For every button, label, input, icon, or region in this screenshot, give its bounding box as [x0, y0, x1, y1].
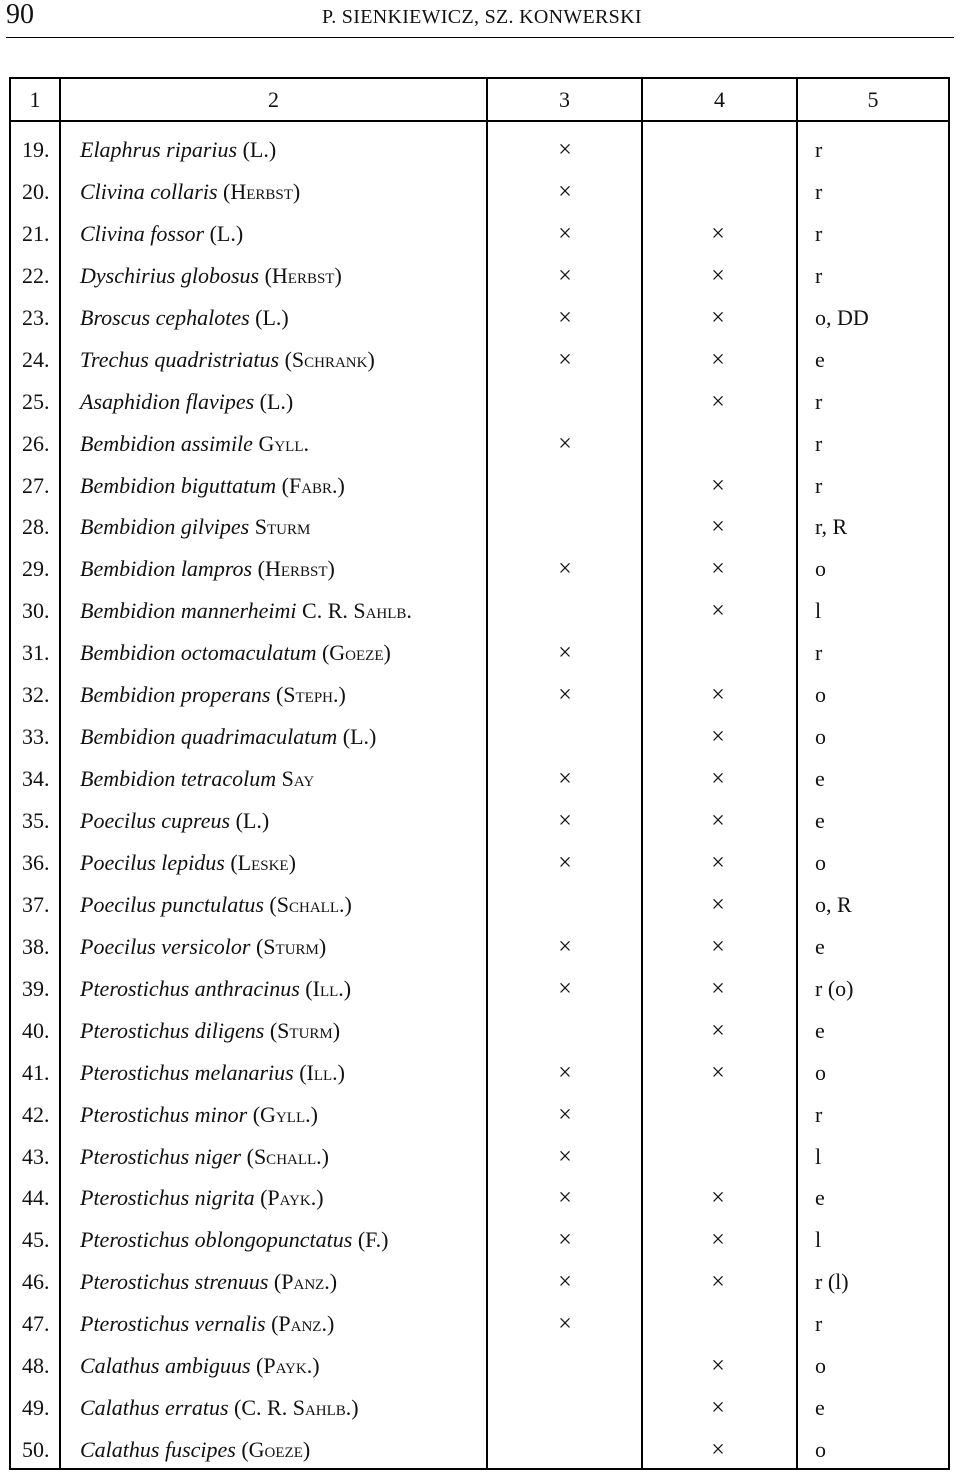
- species-name: [80, 1261, 337, 1303]
- row-number: 36.: [22, 849, 50, 875]
- table-row: [11, 1387, 948, 1429]
- species-genus: Poecilus versicolor: [80, 933, 251, 959]
- species-genus: Calathus erratus: [80, 1395, 229, 1421]
- row-number: 39.: [22, 975, 50, 1001]
- status-value: o: [815, 682, 826, 708]
- species-genus: Pterostichus strenuus: [80, 1269, 269, 1295]
- species-genus: Poecilus cupreus: [80, 808, 231, 833]
- species-author: (L.): [242, 137, 277, 162]
- presence-mark-col3: ×: [558, 346, 572, 373]
- species-genus: Bembidion properans: [80, 682, 271, 708]
- table-row: [11, 758, 948, 800]
- presence-mark-col4: ×: [711, 556, 725, 583]
- presence-mark-col4: ×: [711, 1269, 725, 1296]
- status-value: l: [815, 1143, 822, 1169]
- row-number: 47.: [22, 1311, 50, 1337]
- table-row: [11, 926, 948, 968]
- species-author: (Goeze): [241, 1437, 311, 1463]
- table-body: [11, 129, 948, 1471]
- species-author: Say: [281, 766, 315, 792]
- species-genus: Dyschirius globosus: [80, 262, 260, 288]
- presence-mark-col3: ×: [558, 556, 572, 583]
- row-number: 26.: [22, 430, 50, 456]
- row-number: 23.: [22, 304, 50, 330]
- header-row-divider: [11, 120, 948, 122]
- species-author: (Ill.): [299, 1059, 345, 1085]
- column-header-4: 4: [714, 87, 725, 112]
- species-author: (Panz.): [271, 1311, 335, 1337]
- species-genus: Poecilus lepidus: [80, 849, 225, 875]
- status-value: e: [815, 808, 825, 833]
- table-row: [11, 129, 948, 171]
- table-row: [11, 1052, 948, 1094]
- species-name: [80, 842, 296, 884]
- presence-mark-col4: ×: [711, 514, 725, 541]
- species-name: [80, 548, 335, 590]
- species-genus: Bembidion gilvipes: [80, 514, 250, 540]
- status-value: e: [815, 1395, 825, 1421]
- table-row: [11, 1177, 948, 1219]
- species-author: (Sturm): [269, 1017, 341, 1043]
- presence-mark-col3: ×: [558, 849, 572, 876]
- species-name: [80, 968, 351, 1010]
- species-author: (Fabr.): [281, 472, 345, 498]
- species-name: [80, 926, 326, 968]
- row-number: 28.: [22, 514, 50, 540]
- presence-mark-col3: ×: [558, 1059, 572, 1086]
- table-row: [11, 884, 948, 926]
- table-row: [11, 171, 948, 213]
- species-name: [80, 1429, 310, 1471]
- presence-mark-col4: ×: [711, 1059, 725, 1086]
- status-value: r: [815, 388, 823, 414]
- status-value: r (o): [815, 975, 854, 1001]
- species-author: (L.): [259, 388, 294, 414]
- presence-mark-col3: ×: [558, 808, 572, 834]
- status-value: r: [815, 1101, 823, 1127]
- species-author: (Schall.): [246, 1143, 330, 1169]
- page-number: 90: [6, 0, 34, 30]
- species-name: [80, 1136, 329, 1178]
- table-row: [11, 842, 948, 884]
- status-value: e: [815, 346, 825, 372]
- species-genus: Pterostichus minor: [80, 1101, 248, 1127]
- table-row: [11, 423, 948, 465]
- status-value: e: [815, 1185, 825, 1211]
- table-row: [11, 297, 948, 339]
- species-author: (Herbst): [257, 556, 335, 582]
- species-author: (Payk.): [260, 1185, 324, 1211]
- species-name: [80, 590, 412, 632]
- species-genus: Pterostichus anthracinus: [80, 975, 300, 1001]
- species-author: C. R. Sahlb.: [302, 598, 412, 624]
- species-genus: Pterostichus oblongopunctatus: [80, 1227, 353, 1253]
- species-author: (L.): [342, 724, 377, 750]
- status-value: o: [815, 556, 826, 582]
- row-number: 31.: [22, 640, 50, 666]
- presence-mark-col4: ×: [711, 1017, 725, 1044]
- presence-mark-col3: ×: [558, 1143, 572, 1170]
- presence-mark-col4: ×: [711, 388, 725, 415]
- species-name: [80, 1052, 345, 1094]
- species-author: (Leske): [230, 849, 296, 875]
- status-value: e: [815, 1017, 825, 1043]
- status-value: o: [815, 849, 826, 875]
- row-number: 27.: [22, 472, 50, 498]
- presence-mark-col4: ×: [711, 220, 725, 247]
- species-genus: Bembidion lampros: [80, 556, 253, 582]
- presence-mark-col3: ×: [558, 975, 572, 1002]
- table-row: [11, 339, 948, 381]
- species-genus: Bembidion quadrimaculatum: [80, 724, 338, 750]
- table-row: [11, 1219, 948, 1261]
- page-header: [0, 0, 960, 34]
- presence-mark-col3: ×: [558, 220, 572, 247]
- species-author: (F.): [357, 1227, 389, 1253]
- species-genus: Bembidion assimile: [80, 430, 253, 456]
- species-genus: Pterostichus melanarius: [80, 1059, 294, 1085]
- row-number: 21.: [22, 220, 50, 246]
- presence-mark-col3: ×: [558, 1311, 572, 1338]
- status-value: o: [815, 1437, 826, 1463]
- species-name: [80, 1094, 318, 1136]
- species-author: (Schrank): [284, 346, 375, 372]
- presence-mark-col4: ×: [711, 933, 725, 960]
- status-value: r: [815, 430, 823, 456]
- presence-mark-col4: ×: [711, 849, 725, 876]
- table-row: [11, 590, 948, 632]
- row-number: 19.: [22, 137, 50, 162]
- presence-mark-col4: ×: [711, 724, 725, 751]
- presence-mark-col3: ×: [558, 178, 572, 205]
- table-row: [11, 1136, 948, 1178]
- species-genus: Broscus cephalotes: [80, 304, 250, 330]
- species-table: [9, 77, 950, 1470]
- table-row: [11, 1010, 948, 1052]
- species-author: (Payk.): [256, 1353, 320, 1379]
- species-name: [80, 255, 342, 297]
- status-value: l: [815, 598, 822, 624]
- species-genus: Pterostichus niger: [80, 1143, 242, 1169]
- presence-mark-col4: ×: [711, 975, 725, 1002]
- status-value: o, DD: [815, 304, 869, 330]
- species-author: Sturm: [254, 514, 311, 540]
- table-row: [11, 716, 948, 758]
- row-number: 32.: [22, 682, 50, 708]
- species-name: [80, 758, 314, 800]
- table-row: [11, 800, 948, 842]
- status-value: e: [815, 766, 825, 792]
- species-name: [80, 339, 375, 381]
- row-number: 41.: [22, 1059, 50, 1085]
- species-name: [80, 506, 310, 548]
- presence-mark-col3: ×: [558, 640, 572, 667]
- presence-mark-col3: ×: [558, 1227, 572, 1254]
- species-genus: Pterostichus diligens: [80, 1017, 265, 1043]
- species-author: (C. R. Sahlb.): [234, 1395, 359, 1421]
- status-value: r: [815, 137, 823, 162]
- presence-mark-col4: ×: [711, 1395, 725, 1422]
- species-genus: Clivina collaris: [80, 178, 218, 204]
- status-value: o: [815, 724, 826, 750]
- presence-mark-col3: ×: [558, 766, 572, 793]
- presence-mark-col4: ×: [711, 891, 725, 918]
- species-name: [80, 171, 300, 213]
- table-row: [11, 548, 948, 590]
- species-author: (Ill.): [305, 975, 352, 1001]
- column-header-3: 3: [559, 87, 570, 112]
- column-header-2: 2: [268, 87, 279, 112]
- table-row: [11, 632, 948, 674]
- row-number: 50.: [22, 1437, 50, 1463]
- column-header-5: 5: [867, 87, 879, 112]
- table-row: [11, 506, 948, 548]
- species-author: (L.): [209, 220, 244, 246]
- row-number: 25.: [22, 388, 50, 414]
- species-author: (Steph.): [275, 682, 346, 708]
- species-name: [80, 423, 309, 465]
- species-name: [80, 129, 276, 171]
- table-row: [11, 1429, 948, 1471]
- status-value: l: [815, 1227, 822, 1253]
- species-name: [80, 213, 243, 255]
- species-genus: Calathus fuscipes: [80, 1437, 236, 1463]
- row-number: 24.: [22, 346, 50, 372]
- species-name: [80, 381, 293, 423]
- presence-mark-col4: ×: [711, 1437, 725, 1464]
- presence-mark-col3: ×: [558, 933, 572, 960]
- presence-mark-col3: ×: [558, 262, 572, 289]
- status-value: r, R: [815, 514, 848, 540]
- species-genus: Elaphrus riparius: [80, 137, 238, 162]
- row-number: 20.: [22, 178, 50, 204]
- species-author: (Herbst): [264, 262, 342, 288]
- status-value: r (l): [815, 1269, 849, 1295]
- presence-mark-col4: ×: [711, 262, 725, 289]
- table-row: [11, 255, 948, 297]
- species-name: [80, 800, 269, 842]
- status-value: r: [815, 1311, 823, 1337]
- species-author: (Panz.): [273, 1269, 338, 1295]
- species-name: [80, 884, 352, 926]
- presence-mark-col4: ×: [711, 304, 725, 331]
- species-author: (L.): [235, 808, 270, 833]
- species-author: (Sturm): [255, 933, 327, 959]
- presence-mark-col3: ×: [558, 1185, 572, 1212]
- presence-mark-col3: ×: [558, 1269, 572, 1296]
- row-number: 29.: [22, 556, 50, 582]
- row-number: 22.: [22, 262, 50, 288]
- species-name: [80, 1345, 320, 1387]
- species-author: (L.): [255, 304, 289, 330]
- row-number: 49.: [22, 1395, 50, 1421]
- presence-mark-col3: ×: [558, 304, 572, 331]
- status-value: r: [815, 640, 823, 666]
- species-author: (Gyll.): [252, 1101, 318, 1127]
- species-genus: Calathus ambiguus: [80, 1353, 251, 1379]
- table-row: [11, 381, 948, 423]
- species-genus: Clivina fossor: [80, 220, 205, 246]
- species-name: [80, 465, 345, 507]
- status-value: o: [815, 1353, 826, 1379]
- table-row: [11, 1303, 948, 1345]
- status-value: r: [815, 472, 823, 498]
- presence-mark-col3: ×: [558, 682, 572, 709]
- species-name: [80, 297, 289, 339]
- row-number: 30.: [22, 598, 50, 624]
- status-value: r: [815, 220, 823, 246]
- species-author: (Schall.): [269, 891, 352, 917]
- species-author: (Goeze): [321, 640, 391, 666]
- presence-mark-col4: ×: [711, 1185, 725, 1212]
- species-name: [80, 716, 376, 758]
- presence-mark-col3: ×: [558, 137, 572, 163]
- table-row: [11, 1345, 948, 1387]
- presence-mark-col3: ×: [558, 1101, 572, 1128]
- species-genus: Bembidion biguttatum: [80, 472, 277, 498]
- presence-mark-col4: ×: [711, 1227, 725, 1254]
- table-row: [11, 465, 948, 507]
- row-number: 45.: [22, 1227, 50, 1253]
- status-value: e: [815, 933, 825, 959]
- table-row: [11, 968, 948, 1010]
- species-genus: Bembidion tetracolum: [80, 766, 277, 792]
- column-header-1: 1: [29, 87, 41, 112]
- row-number: 38.: [22, 933, 50, 959]
- presence-mark-col4: ×: [711, 808, 725, 834]
- table-row: [11, 1261, 948, 1303]
- species-genus: Trechus quadristriatus: [80, 346, 280, 372]
- row-number: 37.: [22, 891, 50, 917]
- species-author: (Herbst): [223, 178, 301, 204]
- presence-mark-col4: ×: [711, 598, 725, 625]
- row-number: 44.: [22, 1185, 50, 1211]
- status-value: r: [815, 262, 823, 288]
- running-head: P. SIENKIEWICZ, SZ. KONWERSKI: [322, 6, 642, 28]
- species-name: [80, 1010, 340, 1052]
- species-author: Gyll.: [258, 430, 309, 456]
- species-name: [80, 1303, 334, 1345]
- species-genus: Pterostichus vernalis: [80, 1311, 266, 1337]
- row-number: 40.: [22, 1017, 50, 1043]
- status-value: r: [815, 178, 823, 204]
- species-genus: Asaphidion flavipes: [80, 388, 255, 414]
- presence-mark-col3: ×: [558, 430, 572, 457]
- species-name: [80, 632, 391, 674]
- species-genus: Pterostichus nigrita: [80, 1185, 255, 1211]
- row-number: 43.: [22, 1143, 50, 1169]
- species-genus: Poecilus punctulatus: [80, 891, 264, 917]
- species-genus: Bembidion octomaculatum: [80, 640, 317, 666]
- row-number: 34.: [22, 766, 50, 792]
- table-row: [11, 213, 948, 255]
- presence-mark-col4: ×: [711, 682, 725, 709]
- status-value: o: [815, 1059, 826, 1085]
- row-number: 35.: [22, 808, 50, 833]
- presence-mark-col4: ×: [711, 766, 725, 793]
- header-rule: [6, 37, 954, 38]
- row-number: 33.: [22, 724, 50, 750]
- presence-mark-col4: ×: [711, 346, 725, 373]
- table-row: [11, 674, 948, 716]
- row-number: 46.: [22, 1269, 50, 1295]
- species-name: [80, 674, 346, 716]
- presence-mark-col4: ×: [711, 472, 725, 499]
- status-value: o, R: [815, 891, 852, 917]
- presence-mark-col4: ×: [711, 1353, 725, 1380]
- row-number: 42.: [22, 1101, 50, 1127]
- row-number: 48.: [22, 1353, 50, 1379]
- table-row: [11, 1094, 948, 1136]
- species-name: [80, 1387, 359, 1429]
- species-genus: Bembidion mannerheimi: [80, 598, 297, 624]
- species-name: [80, 1219, 388, 1261]
- species-name: [80, 1177, 324, 1219]
